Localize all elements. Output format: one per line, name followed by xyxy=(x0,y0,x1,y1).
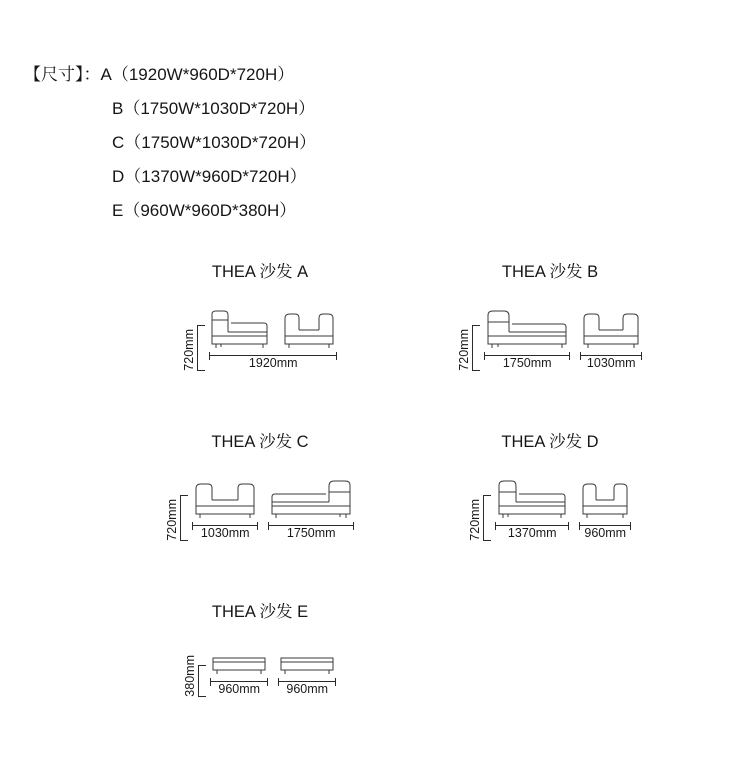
ottoman-drawing xyxy=(278,646,336,678)
figure-sofa-b xyxy=(380,258,720,371)
height-dimension-bar xyxy=(180,495,188,541)
sofa-drawing-armchair xyxy=(281,306,337,352)
spec-key: A xyxy=(100,65,112,84)
spec-row xyxy=(24,92,316,126)
spec-row xyxy=(24,126,316,160)
piece xyxy=(495,476,569,541)
height-dimension-label: 380mm xyxy=(182,655,197,697)
figure-title: THEA 沙发 D xyxy=(501,433,599,451)
ottoman-drawing xyxy=(210,646,268,678)
width-dimension-label: 960mm xyxy=(584,526,627,540)
sofa-drawing-chaise xyxy=(268,476,354,522)
height-dimension-label: 720mm xyxy=(181,329,196,371)
sofa-drawing-chaise xyxy=(209,306,271,352)
figure-title: THEA 沙发 E xyxy=(211,603,309,621)
height-dimension-bar xyxy=(483,495,491,541)
piece xyxy=(192,476,258,541)
width-dimension-label: 960mm xyxy=(286,682,329,696)
height-dimension-bar xyxy=(198,665,206,697)
piece xyxy=(278,646,336,697)
width-dimension-label: 960mm xyxy=(218,682,261,696)
width-dimension-label: 1750mm xyxy=(502,356,552,370)
height-dimension xyxy=(183,325,206,371)
spec-value: （960W*960D*380H） xyxy=(123,201,297,220)
sofa-drawing-armchair xyxy=(192,476,258,522)
height-dimension xyxy=(184,655,207,697)
width-dimension xyxy=(268,525,354,541)
width-dimension xyxy=(278,681,336,697)
height-dimension xyxy=(469,495,492,541)
height-dimension-bar xyxy=(197,325,205,371)
figure-row xyxy=(0,598,750,768)
width-dimension xyxy=(484,355,570,371)
figure-sofa-c xyxy=(90,428,430,541)
piece xyxy=(210,646,268,697)
figure-title: THEA 沙发 A xyxy=(211,263,309,281)
width-dimension-label: 1030mm xyxy=(200,526,250,540)
figure-sofa-d xyxy=(380,428,720,541)
spec-key: C xyxy=(112,133,125,152)
height-dimension-label: 720mm xyxy=(164,499,179,541)
width-dimension-label: 1370mm xyxy=(507,526,557,540)
figure-title: THEA 沙发 C xyxy=(211,433,309,451)
height-dimension xyxy=(458,325,481,371)
sofa-drawing-armchair xyxy=(580,306,642,352)
height-dimension xyxy=(166,495,189,541)
sofa-drawing-chaise xyxy=(484,306,570,352)
spec-row xyxy=(24,160,316,194)
sofa-drawing-chaise xyxy=(495,476,569,522)
figure-sofa-a xyxy=(90,258,430,371)
spec-value: （1370W*960D*720H） xyxy=(124,167,307,186)
piece xyxy=(579,476,631,541)
figure-grid xyxy=(0,258,750,768)
spec-row xyxy=(24,58,316,92)
width-dimension xyxy=(579,525,631,541)
figure-sofa-e xyxy=(90,598,430,697)
width-dimension xyxy=(209,355,337,371)
piece xyxy=(580,306,642,371)
spec-value: （1750W*1030D*720H） xyxy=(124,133,317,152)
width-dimension xyxy=(210,681,268,697)
piece xyxy=(484,306,570,371)
width-dimension xyxy=(580,355,642,371)
spec-value: （1750W*1030D*720H） xyxy=(123,99,316,118)
width-dimension-label: 1750mm xyxy=(286,526,336,540)
dimension-spec-list xyxy=(24,58,316,228)
width-dimension xyxy=(192,525,258,541)
figure-row xyxy=(0,428,750,598)
piece xyxy=(268,476,354,541)
height-dimension-label: 720mm xyxy=(467,499,482,541)
sofa-drawing-armchair xyxy=(579,476,631,522)
height-dimension-bar xyxy=(472,325,480,371)
spec-key: E xyxy=(112,201,124,220)
figure-row xyxy=(0,258,750,428)
spec-heading: 【尺寸】： xyxy=(24,65,101,84)
spec-key: B xyxy=(112,99,124,118)
width-dimension-label: 1920mm xyxy=(248,356,298,370)
width-dimension xyxy=(495,525,569,541)
figure-title: THEA 沙发 B xyxy=(501,263,599,281)
width-dimension-label: 1030mm xyxy=(586,356,636,370)
spec-value: （1920W*960D*720H） xyxy=(111,65,295,84)
height-dimension-label: 720mm xyxy=(456,329,471,371)
spec-row xyxy=(24,194,316,228)
spec-key: D xyxy=(112,167,125,186)
